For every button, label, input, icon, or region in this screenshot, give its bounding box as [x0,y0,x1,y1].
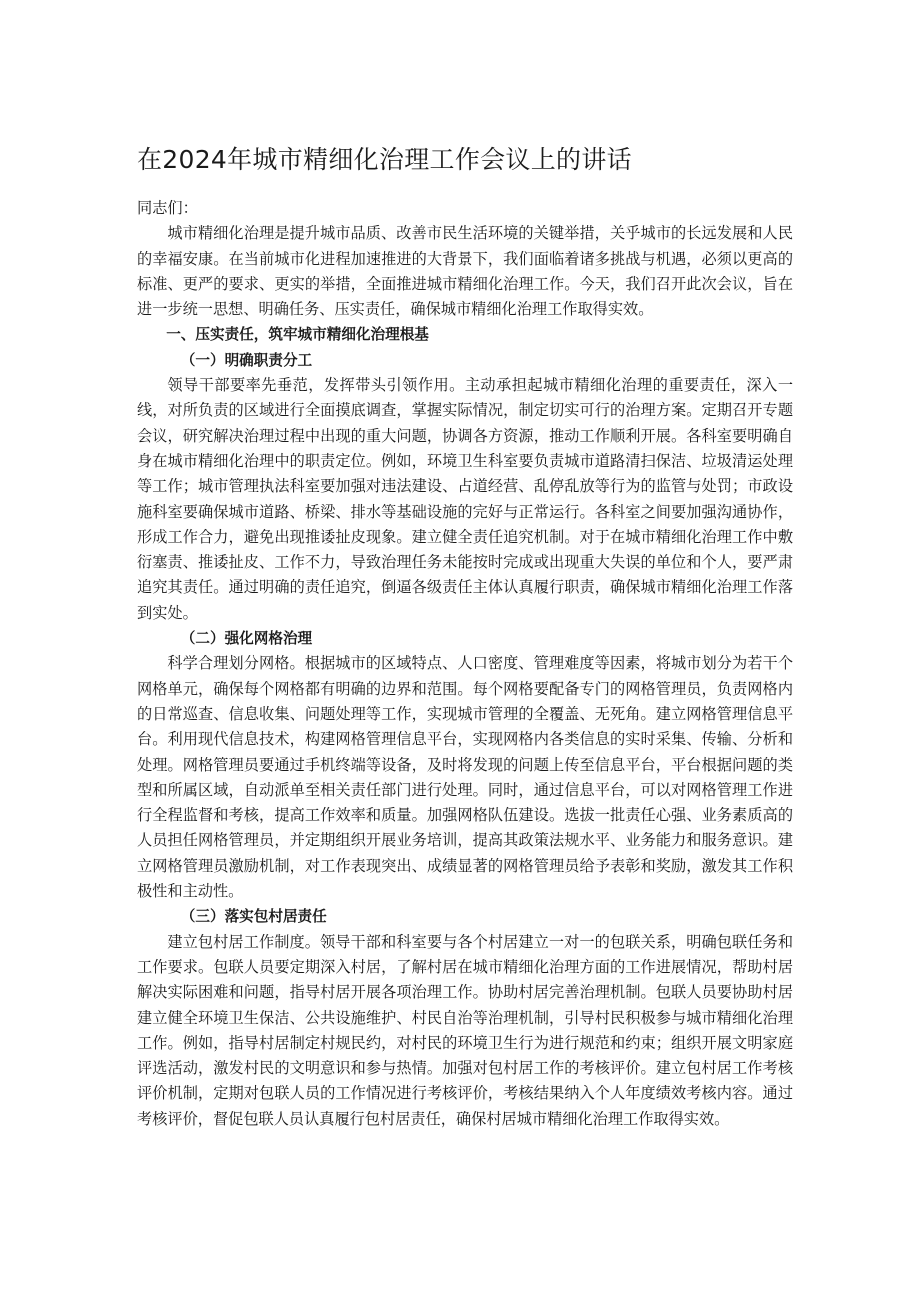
subsection-1-heading: （一）明确职责分工 [180,351,313,369]
salutation: 同志们： [137,199,198,217]
intro-paragraph: 城市精细化治理是提升城市品质、改善市民生活环境的关键举措，关乎城市的长远发展和人民的幸福安康。在当前城市化进程加速推进的大背景下，我们面临着诸多挑战与机遇，必须以更高的标准、更严的要求、更实的举措，全面推进城市精细化治理工作。今天，我们召开此次会议，旨在进一步统一思想、明确任务、压实责任，确保城市精细化治理工作取得实效。 [137,224,793,319]
document-body [137,196,793,1132]
subsection-2-paragraph: 科学合理划分网格。根据城市的区域特点、人口密度、管理难度等因素，将城市划分为若干个网格单元，确保每个网格都有明确的边界和范围。每个网格要配备专门的网格管理员，负责网格内的日常巡查、信息收集、问题处理等工作，实现城市管理的全覆盖、无死角。建立网格管理信息平台。利用现代信息技术，构建网格管理信息平台，实现网格内各类信息的实时采集、传输、分析和处理。网格管理员要通过手机终端等设备，及时将发现的问题上传至信息平台，平台根据问题的类型和所属区域，自动派单至相关责任部门进行处理。同时，通过信息平台，可以对网格管理工作进行全程监督和考核，提高工作效率和质量。加强网格队伍建设。选拔一批责任心强、业务素质高的人员担任网格管理员，并定期组织开展业务培训，提高其政策法规水平、业务能力和服务意识。建立网格管理员激励机制，对工作表现突出、成绩显著的网格管理员给予表彰和奖励，激发其工作积极性和主动性。 [137,654,793,901]
document-title: 在2024年城市精细化治理工作会议上的讲话 [137,145,632,174]
subsection-3-paragraph: 建立包村居工作制度。领导干部和科室要与各个村居建立一对一的包联关系，明确包联任务和工作要求。包联人员要定期深入村居，了解村居在城市精细化治理方面的工作进展情况，帮助村居解决实际困难和问题，指导村居开展各项治理工作。协助村居完善治理机制。包联人员要协助村居建立健全环境卫生保洁、公共设施维护、村民自治等治理机制，引导村民积极参与城市精细化治理工作。例如，指导村居制定村规民约，对村民的环境卫生行为进行规范和约束；组织开展文明家庭评选活动，激发村民的文明意识和参与热情。加强对包村居工作的考核评价。建立包村居工作考核评价机制，定期对包联人员的工作情况进行考核评价，考核结果纳入个人年度绩效考核内容。通过考核评价，督促包联人员认真履行包村居责任，确保村居城市精细化治理工作取得实效。 [137,932,793,1128]
subsection-2-heading: （二）强化网格治理 [180,630,313,648]
subsection-3-heading: （三）落实包村居责任 [180,908,327,926]
section-1-heading: 一、压实责任，筑牢城市精细化治理根基 [166,326,429,344]
subsection-1-paragraph: 领导干部要率先垂范，发挥带头引领作用。主动承担起城市精细化治理的重要责任，深入一线，对所负责的区域进行全面摸底调查，掌握实际情况，制定切实可行的治理方案。定期召开专题会议，研究解决治理过程中出现的重大问题，协调各方资源，推动工作顺利开展。各科室要明确自身在城市精细化治理中的职责定位。例如，环境卫生科室要负责城市道路清扫保洁、垃圾清运处理等工作；城市管理执法科室要加强对违法建设、占道经营、乱停乱放等行为的监管与处罚；市政设施科室要确保城市道路、桥梁、排水等基础设施的完好与正常运行。各科室之间要加强沟通协作，形成工作合力，避免出现推诿扯皮现象。建立健全责任追究机制。对于在城市精细化治理工作中敷衍塞责、推诿扯皮、工作不力，导致治理任务未能按时完成或出现重大失误的单位和个人，要严肃追究其责任。通过明确的责任追究，倒逼各级责任主体认真履行职责，确保城市精细化治理工作落到实处。 [137,376,793,622]
